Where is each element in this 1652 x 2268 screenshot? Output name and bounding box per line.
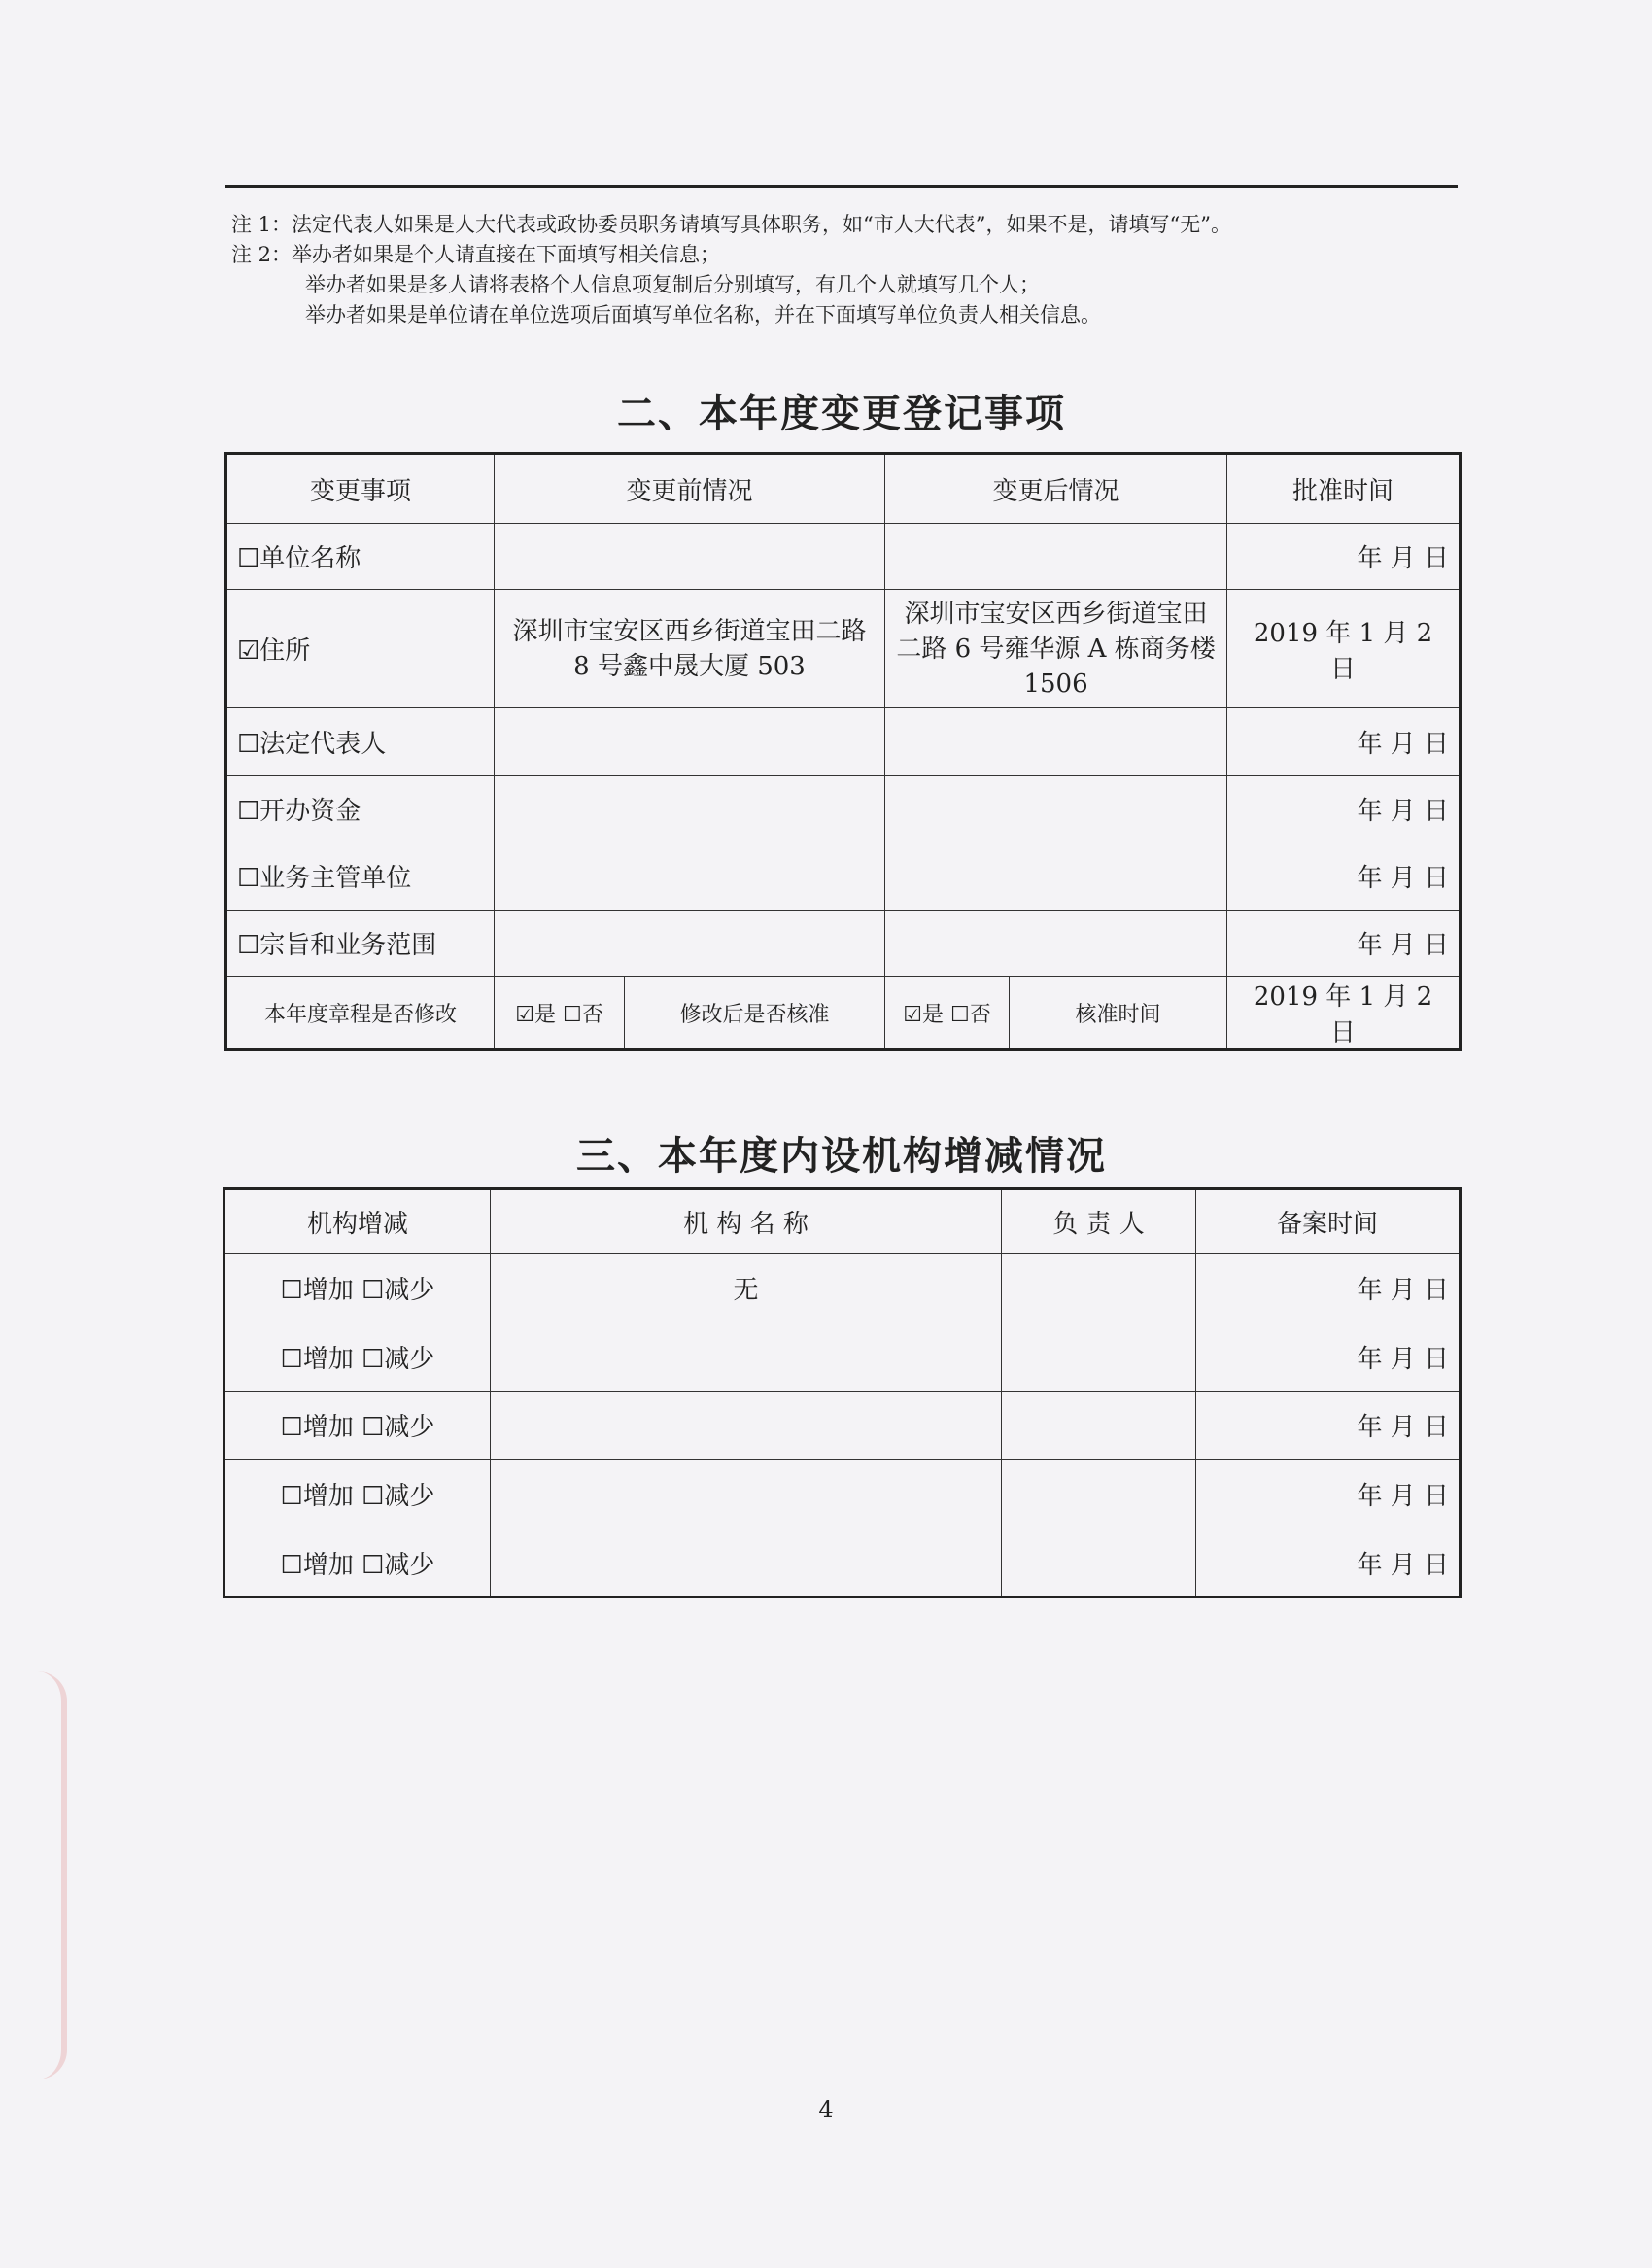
row-item: ☐开办资金 xyxy=(226,776,495,842)
row-after xyxy=(885,911,1227,977)
page-number: 4 xyxy=(818,2096,834,2123)
row-unit-name xyxy=(491,1529,1002,1598)
note-2: 注 2：举办者如果是个人请直接在下面填写相关信息； xyxy=(231,243,721,266)
row-before xyxy=(495,776,885,842)
row-before: 深圳市宝安区西乡街道宝田二路 8 号鑫中晟大厦 503 xyxy=(495,590,885,708)
note-2-line-3: 举办者如果是单位请在单位选项后面填写单位名称，并在下面填写单位负责人相关信息。 xyxy=(305,303,1101,326)
row-date: 2019 年 1 月 2 日 xyxy=(1227,590,1461,708)
header-unit-change: 机构增减 xyxy=(224,1189,491,1254)
row-person xyxy=(1002,1254,1196,1323)
row-person xyxy=(1002,1460,1196,1529)
row-change: ☐增加 ☐减少 xyxy=(224,1529,491,1598)
row-person xyxy=(1002,1529,1196,1598)
row-date: 年 月 日 xyxy=(1227,776,1461,842)
table-row xyxy=(226,590,1461,708)
faint-stamp-mark xyxy=(8,1671,67,2079)
row-before xyxy=(495,911,885,977)
table-header-row xyxy=(224,1189,1461,1254)
charter-amended-checkboxes: ☑是 ☐否 xyxy=(495,977,625,1050)
table-row xyxy=(226,776,1461,842)
row-unit-name: 无 xyxy=(491,1254,1002,1323)
top-rule xyxy=(225,185,1458,188)
row-date: 年 月 日 xyxy=(1196,1254,1461,1323)
row-item: ☐单位名称 xyxy=(226,524,495,590)
verified-label: 修改后是否核准 xyxy=(625,977,885,1050)
verified-checkboxes: ☑是 ☐否 xyxy=(885,977,1010,1050)
header-filing-time: 备案时间 xyxy=(1196,1189,1461,1254)
charter-amended-label: 本年度章程是否修改 xyxy=(226,977,495,1050)
row-date: 年 月 日 xyxy=(1196,1392,1461,1460)
table-header-row xyxy=(226,454,1461,524)
table-row xyxy=(226,524,1461,590)
row-person xyxy=(1002,1392,1196,1460)
table-row xyxy=(224,1254,1461,1323)
row-after xyxy=(885,842,1227,911)
section-3-title: 三、本年度内设机构增减情况 xyxy=(576,1133,1107,1179)
row-item: ☐业务主管单位 xyxy=(226,842,495,911)
header-change-item: 变更事项 xyxy=(226,454,495,524)
change-registration-table xyxy=(224,452,1462,1051)
row-date: 年 月 日 xyxy=(1196,1323,1461,1392)
table-row xyxy=(224,1323,1461,1392)
row-after xyxy=(885,776,1227,842)
row-change: ☐增加 ☐减少 xyxy=(224,1323,491,1392)
table-row xyxy=(226,708,1461,776)
row-after: 深圳市宝安区西乡街道宝田二路 6 号雍华源 A 栋商务楼 1506 xyxy=(885,590,1227,708)
note-2-line-2: 举办者如果是多人请将表格个人信息项复制后分别填写，有几个人就填写几个人； xyxy=(305,273,1040,296)
row-item: ☐宗旨和业务范围 xyxy=(226,911,495,977)
row-after xyxy=(885,524,1227,590)
row-date: 年 月 日 xyxy=(1227,524,1461,590)
row-item: ☐法定代表人 xyxy=(226,708,495,776)
internal-units-table xyxy=(223,1187,1462,1598)
header-before: 变更前情况 xyxy=(495,454,885,524)
row-before xyxy=(495,708,885,776)
row-date: 年 月 日 xyxy=(1227,842,1461,911)
header-unit-name: 机 构 名 称 xyxy=(491,1189,1002,1254)
row-item: ☑住所 xyxy=(226,590,495,708)
row-change: ☐增加 ☐减少 xyxy=(224,1254,491,1323)
row-after xyxy=(885,708,1227,776)
row-change: ☐增加 ☐减少 xyxy=(224,1392,491,1460)
verify-time-value: 2019 年 1 月 2 日 xyxy=(1227,977,1461,1050)
row-date: 年 月 日 xyxy=(1196,1460,1461,1529)
charter-amendment-row xyxy=(226,977,1461,1050)
row-unit-name xyxy=(491,1460,1002,1529)
table-row xyxy=(224,1392,1461,1460)
table-row xyxy=(224,1460,1461,1529)
verify-time-label: 核准时间 xyxy=(1010,977,1227,1050)
row-date: 年 月 日 xyxy=(1196,1529,1461,1598)
row-before xyxy=(495,524,885,590)
row-unit-name xyxy=(491,1392,1002,1460)
table-row xyxy=(226,842,1461,911)
header-person-in-charge: 负 责 人 xyxy=(1002,1189,1196,1254)
row-unit-name xyxy=(491,1323,1002,1392)
note-1: 注 1：法定代表人如果是人大代表或政协委员职务请填写具体职务，如“市人大代表”，如果不是，请填写“无”。 xyxy=(231,213,1231,236)
notes-block xyxy=(231,210,1465,330)
row-before xyxy=(495,842,885,911)
header-approval-time: 批准时间 xyxy=(1227,454,1461,524)
table-row xyxy=(226,911,1461,977)
row-date: 年 月 日 xyxy=(1227,911,1461,977)
row-date: 年 月 日 xyxy=(1227,708,1461,776)
header-after: 变更后情况 xyxy=(885,454,1227,524)
section-2-title: 二、本年度变更登记事项 xyxy=(617,391,1066,436)
row-person xyxy=(1002,1323,1196,1392)
table-row xyxy=(224,1529,1461,1598)
row-change: ☐增加 ☐减少 xyxy=(224,1460,491,1529)
